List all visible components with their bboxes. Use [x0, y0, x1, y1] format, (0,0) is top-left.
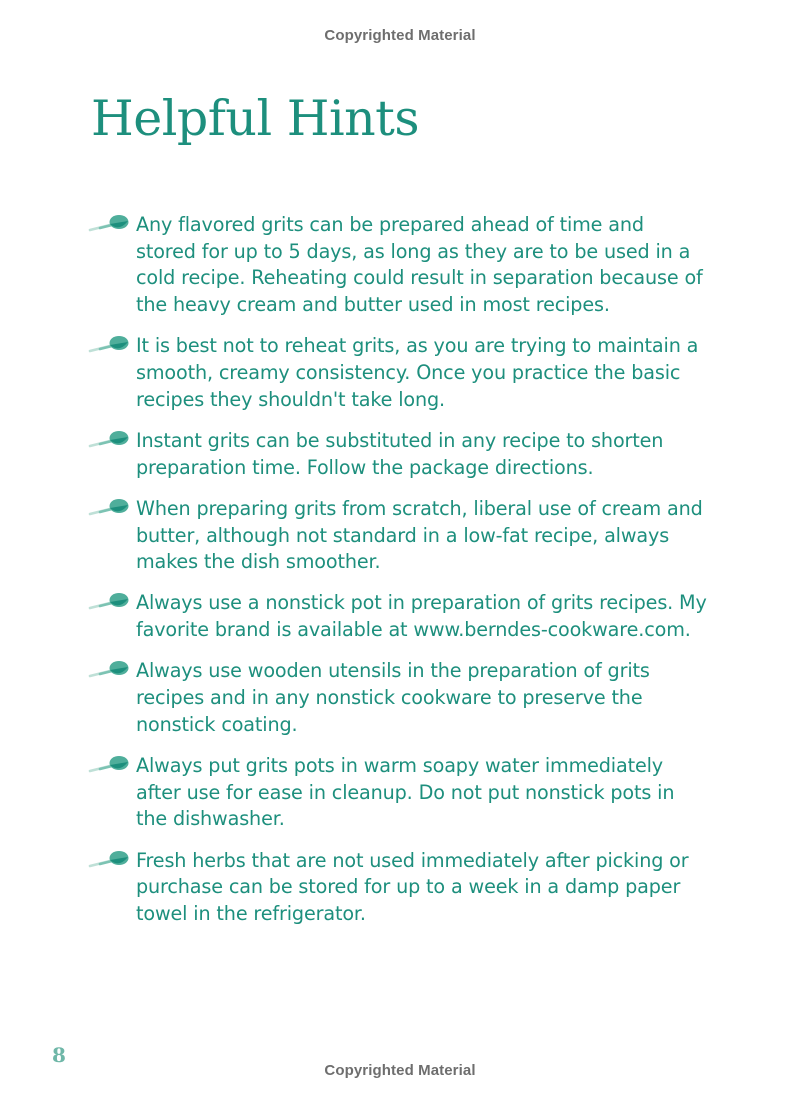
copyright-notice-top: Copyrighted Material	[324, 27, 476, 44]
hint-text: Always use wooden utensils in the preparation of grits recipes and in any nonstick cookware to preserve the nonstick coating.	[136, 659, 650, 736]
page-number: 8	[52, 1043, 66, 1067]
spoon-icon	[88, 428, 136, 454]
list-item	[88, 590, 708, 643]
spoon-icon	[88, 848, 136, 874]
list-item	[88, 496, 708, 576]
hint-text: Instant grits can be substituted in any recipe to shorten preparation time. Follow the package directions.	[136, 428, 664, 479]
copyright-notice-bottom: Copyrighted Material	[324, 1062, 476, 1079]
spoon-icon	[88, 333, 136, 359]
spoon-icon	[88, 658, 136, 684]
hint-text: When preparing grits from scratch, liberal use of cream and butter, although not standard in a low-fat recipe, always makes the dish smoother.	[136, 496, 703, 574]
spoon-icon	[88, 590, 136, 616]
list-item	[88, 848, 708, 928]
hint-text: Fresh herbs that are not used immediately after picking or purchase can be stored for up to a week in a damp paper towel in the refrigerator.	[136, 848, 689, 925]
hint-text: Always put grits pots in warm soapy water immediately after use for ease in cleanup. Do not put nonstick pots in the dishwasher.	[136, 753, 675, 831]
hint-text: It is best not to reheat grits, as you are trying to maintain a smooth, creamy consistency. Once you practice the basic recipes they shouldn't take long.	[136, 334, 699, 411]
list-item	[88, 212, 708, 319]
spoon-icon	[88, 212, 136, 238]
spoon-icon	[88, 753, 136, 779]
list-item	[88, 658, 708, 738]
hint-text: Any flavored grits can be prepared ahead of time and stored for up to 5 days, as long as they are to be used in a cold recipe. Reheating could result in separation because of the heavy cream and butter used in most recipes.	[136, 213, 703, 317]
list-item	[88, 333, 708, 413]
page-title: Helpful Hints	[91, 90, 420, 147]
list-item	[88, 428, 708, 481]
spoon-icon	[88, 496, 136, 522]
hint-text: Always use a nonstick pot in preparation of grits recipes. My favorite brand is available at www.berndes-cookware.com.	[136, 591, 707, 642]
list-item	[88, 753, 708, 833]
hint-list	[88, 212, 708, 942]
